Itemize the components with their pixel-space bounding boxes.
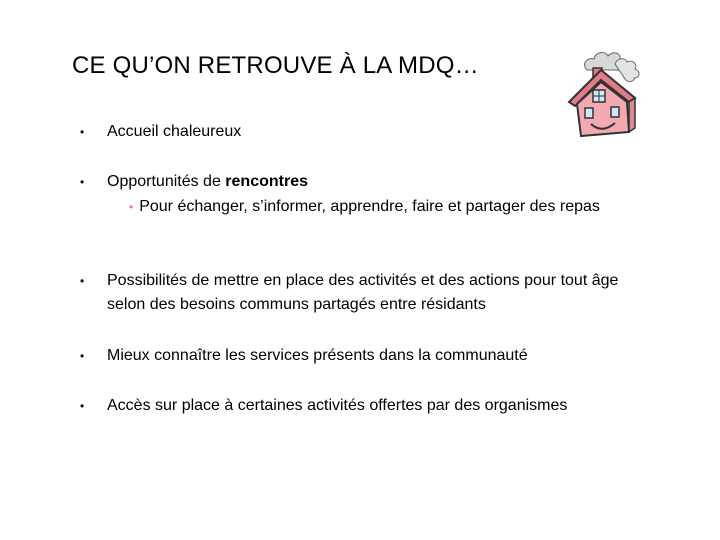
bullet-dot: • (80, 399, 85, 413)
list-item-text: Accès sur place à certaines activités offertes par des organismes (107, 397, 568, 414)
list-item-text (107, 170, 647, 194)
list-item-text: Possibilités de mettre en place des activités et des actions pour tout âge selon des besoins communs partagés entre résidants (107, 272, 619, 313)
sub-bullet-dot: • (129, 200, 134, 214)
list-item-text-bold: rencontres (225, 173, 308, 190)
sub-list-item (129, 195, 645, 219)
bullet-dot: • (80, 349, 85, 363)
bullet-dot: • (80, 125, 85, 139)
bullet-dot: • (80, 274, 85, 288)
sub-list-item-text: Pour échanger, s’informer, apprendre, faire et partager des repas (139, 198, 600, 215)
list-item-text: Accueil chaleureux (107, 123, 242, 140)
list-item-text-prefix: Opportunités de (107, 173, 226, 190)
slide-title: CE QU’ON RETROUVE À LA MDQ… (72, 52, 479, 79)
list-item-text: Mieux connaître les services présents dans la communauté (107, 347, 528, 364)
bullet-dot: • (80, 175, 85, 189)
